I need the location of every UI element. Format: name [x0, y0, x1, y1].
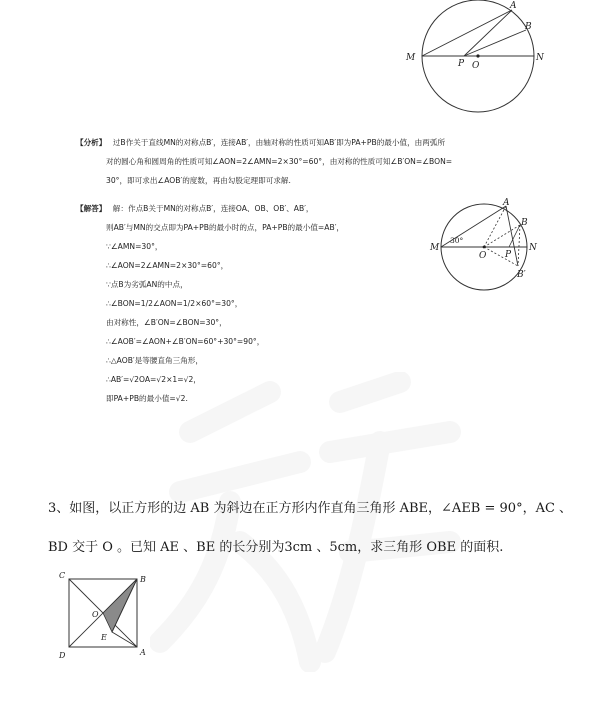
fig3-label-o: O	[92, 610, 99, 619]
solution-line-2: 则AB′与MN的交点即为PA+PB的最小时的点，PA+PB的最小值=AB′，	[106, 223, 345, 232]
analysis-line-1: 【分析】 过B作关于直线MN的对称点B′，连接AB′，由轴对称的性质可知AB′即为PA+PB的最小值，由两弧所	[76, 138, 446, 147]
fig1-label-n: N	[536, 53, 544, 63]
solution-line-8: ∴∠AOB′=∠AON+∠B′ON=60°+30°=90°，	[106, 337, 265, 346]
fig3-label-d: D	[59, 651, 66, 660]
fig2-label-p: P	[505, 250, 512, 260]
figure-2-reflection-diagram	[425, 196, 545, 286]
fig1-label-o: O	[472, 61, 480, 71]
fig2-label-n: N	[529, 243, 537, 253]
fig2-label-m: M	[430, 243, 440, 253]
fig1-label-a: A	[510, 1, 517, 11]
solution-line-6: ∴∠BON=1/2∠AON=1/2×60°=30°，	[106, 299, 243, 308]
analysis-line-2: 对的圆心角和圆周角的性质可知∠AON=2∠AMN=2×30°=60°，由对称的性质可知∠B′ON=∠BON=	[106, 157, 453, 166]
fig2-label-a: A	[503, 198, 510, 208]
fig3-label-a: A	[140, 648, 146, 657]
fig1-label-m: M	[406, 53, 416, 63]
figure-1-circle-diagram	[400, 0, 560, 125]
solution-line-1: 【解答】 解：作点B关于MN的对称点B′，连接OA、OB、OB′、AB′，	[76, 204, 314, 213]
solution-line-11: 即PA+PB的最小值=√2.	[106, 394, 188, 403]
problem-3-line-1: 3、如图，以正方形的边 AB 为斜边在正方形内作直角三角形 ABE，∠AEB = 90°，AC 、	[48, 501, 573, 516]
solution-line-7: 由对称性，∠B′ON=∠BON=30°，	[106, 318, 227, 327]
solution-line-9: ∴△AOB′是等腰直角三角形，	[106, 356, 203, 365]
solution-line-4: ∴∠AON=2∠AMN=2×30°=60°，	[106, 261, 229, 270]
watermark-glyph	[150, 372, 470, 672]
figure-3-square-diagram	[55, 570, 155, 664]
fig3-label-b: B	[140, 575, 146, 584]
solution-tag: 【解答】	[76, 204, 107, 213]
fig1-label-b: B	[525, 22, 532, 32]
fig2-label-b: B	[521, 218, 528, 228]
analysis-line-3: 30°，即可求出∠AOB′的度数，再由勾股定理即可求解.	[106, 176, 291, 185]
solution-line-10: ∴AB′=√2OA=√2×1=√2，	[106, 375, 201, 384]
fig2-label-o: O	[479, 251, 487, 261]
problem-3-line-2: BD 交于 O 。已知 AE 、BE 的长分别为3cm 、5cm，求三角形 OBE 的面积.	[48, 540, 504, 555]
analysis-tag: 【分析】	[76, 138, 107, 147]
solution-line-5: ∵点B为劣弧AN的中点，	[106, 280, 188, 289]
fig1-label-p: P	[458, 59, 465, 69]
fig2-angle-label: 30°	[450, 236, 464, 245]
solution-line-3: ∵∠AMN=30°，	[106, 242, 163, 251]
fig3-label-e: E	[101, 633, 107, 642]
fig3-label-c: C	[59, 571, 66, 580]
fig2-label-b-prime: B′	[517, 270, 526, 280]
